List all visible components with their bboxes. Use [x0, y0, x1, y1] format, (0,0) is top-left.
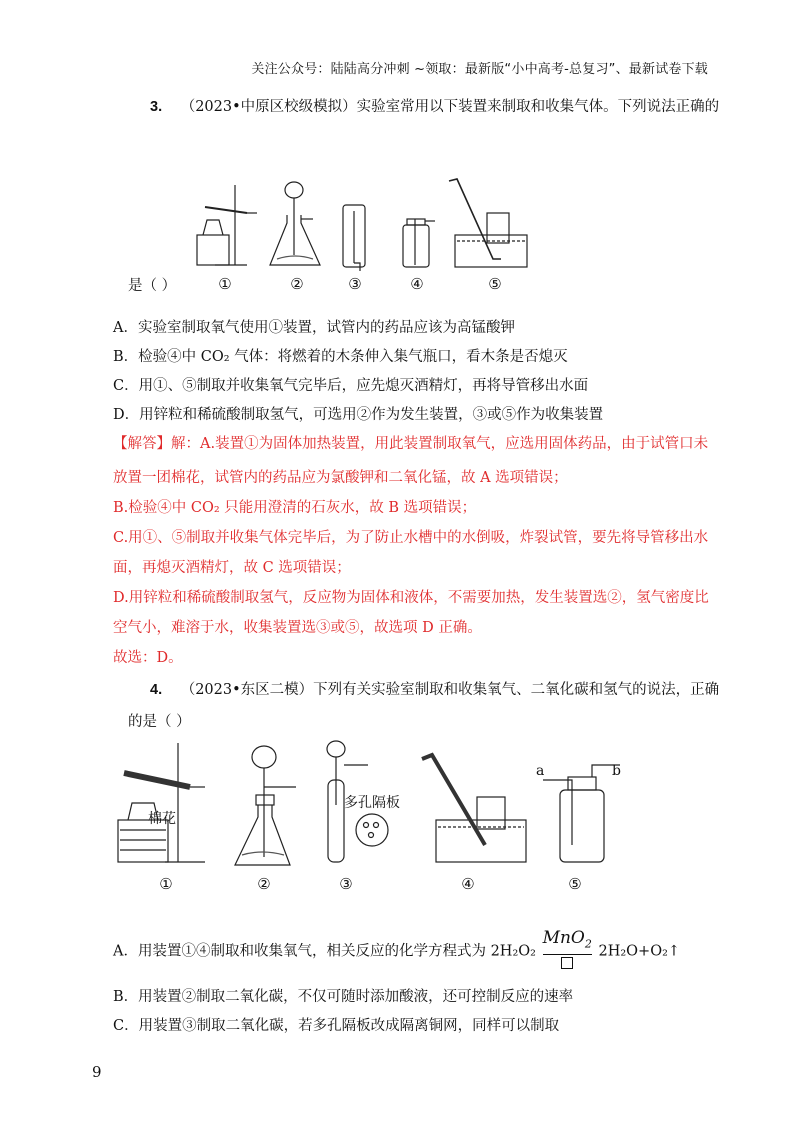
q4-number: 4.	[150, 682, 163, 698]
q4-option-b: B．用装置②制取二氧化碳，不仅可随时添加酸液，还可控制反应的速率	[113, 989, 574, 1005]
q4-catalyst-fraction	[543, 928, 592, 975]
q4-test-tube	[124, 773, 190, 787]
page-number: 9	[92, 1063, 102, 1081]
q4-port-b-label: b	[612, 763, 621, 779]
q3-device-label-1: ①	[218, 275, 232, 293]
q3-stem-line1	[150, 97, 719, 117]
q4-porous-plate-label: 多孔隔板	[344, 795, 400, 811]
q3-answer-line-4: C.用①、⑤制取并收集气体完毕后，为了防止水槽中的水倒吸，炸裂试管，要先将导管移出水	[113, 530, 709, 546]
q3-alcohol-lamp	[203, 220, 223, 235]
q4-device-label-3: ③	[339, 875, 353, 893]
q4-device-label-2: ②	[257, 875, 271, 893]
q3-stem-text: （2023•中原区校级模拟）实验室常用以下装置来制取和收集气体。下列说法正确的	[180, 99, 720, 115]
q4-stem-line1	[150, 680, 719, 700]
q3-answer-line-2: 放置一团棉花，试管内的药品应为氯酸钾和二氧化锰，故 A 选项错误；	[113, 470, 568, 486]
q4-port-a-label: a	[536, 763, 545, 779]
page-header: 关注公众号：陆陆高分冲刺 ~领取：最新版“小中高考-总复习”、最新试卷下载	[251, 62, 708, 77]
q4-option-a-prefix: A．用装置①④制取和收集氧气，相关反应的化学方程式为 2H₂O₂	[113, 943, 536, 960]
q3-option-d: D．用锌粒和稀硫酸制取氢气，可选用②作为发生装置，③或⑤作为收集装置	[113, 407, 604, 423]
q4-catalyst-subscript: 2	[584, 937, 592, 951]
q4-device-label-4: ④	[461, 875, 475, 893]
q4-option-c: C．用装置③制取二氧化碳，若多孔隔板改成隔离铜网，同样可以制取	[113, 1018, 560, 1034]
q4-option-a-suffix: 2H₂O+O₂↑	[598, 943, 681, 960]
q3-device-label-4: ④	[410, 275, 424, 293]
q4-placeholder-box	[561, 957, 573, 969]
q4-stem-line2: 的是（ ）	[128, 714, 191, 730]
q3-stem-line2: 是（ ）	[128, 278, 177, 294]
q4-device-label-5: ⑤	[568, 875, 582, 893]
q4-catalyst-label	[542, 928, 592, 951]
q3-device-label-3: ③	[348, 275, 362, 293]
q4-catalyst-bar	[543, 954, 592, 955]
q3-option-c: C．用①、⑤制取并收集氧气完毕后，应先熄灭酒精灯，再将导管移出水面	[113, 378, 589, 394]
q3-apparatus-drawing	[185, 175, 535, 275]
q3-test-tube	[205, 207, 247, 213]
q4-catalyst-text: MnO	[542, 928, 585, 948]
q3-answer-line-1: 【解答】解：A.装置①为固体加热装置，用此装置制取氧气，应选用固体药品，由于试管口未	[113, 436, 709, 452]
q3-option-b: B．检验④中 CO₂ 气体：将燃着的木条伸入集气瓶口，看木条是否熄灭	[113, 349, 568, 365]
q3-device-label-2: ②	[290, 275, 304, 293]
q3-answer-line-6: D.用锌粒和稀硫酸制取氢气，反应物为固体和液体，不需要加热，发生装置选②，氢气密度比	[113, 590, 709, 606]
q4-stem-text: （2023•东区二模）下列有关实验室制取和收集氧气、二氧化碳和氢气的说法，正确	[180, 682, 720, 698]
q3-answer-line-3: B.检验④中 CO₂ 只能用澄清的石灰水，故 B 选项错误；	[113, 500, 477, 516]
q3-option-a: A．实验室制取氧气使用①装置，试管内的药品应该为高锰酸钾	[113, 320, 515, 336]
q4-cotton-label: 棉花	[148, 811, 176, 827]
q3-device-label-5: ⑤	[488, 275, 502, 293]
q3-number: 3.	[150, 99, 163, 115]
q4-device-label-1: ①	[159, 875, 173, 893]
q3-answer-line-5: 面，再熄灭酒精灯，故 C 选项错误；	[113, 560, 351, 576]
q3-answer-line-8: 故选：D。	[113, 650, 183, 666]
q3-apparatus-figure	[185, 175, 535, 275]
q4-option-a	[113, 928, 680, 975]
q3-alcohol-lamp-stand	[197, 235, 229, 265]
q3-answer-line-7: 空气小，难溶于水，收集装置选③或⑤，故选项 D 正确。	[113, 620, 482, 636]
